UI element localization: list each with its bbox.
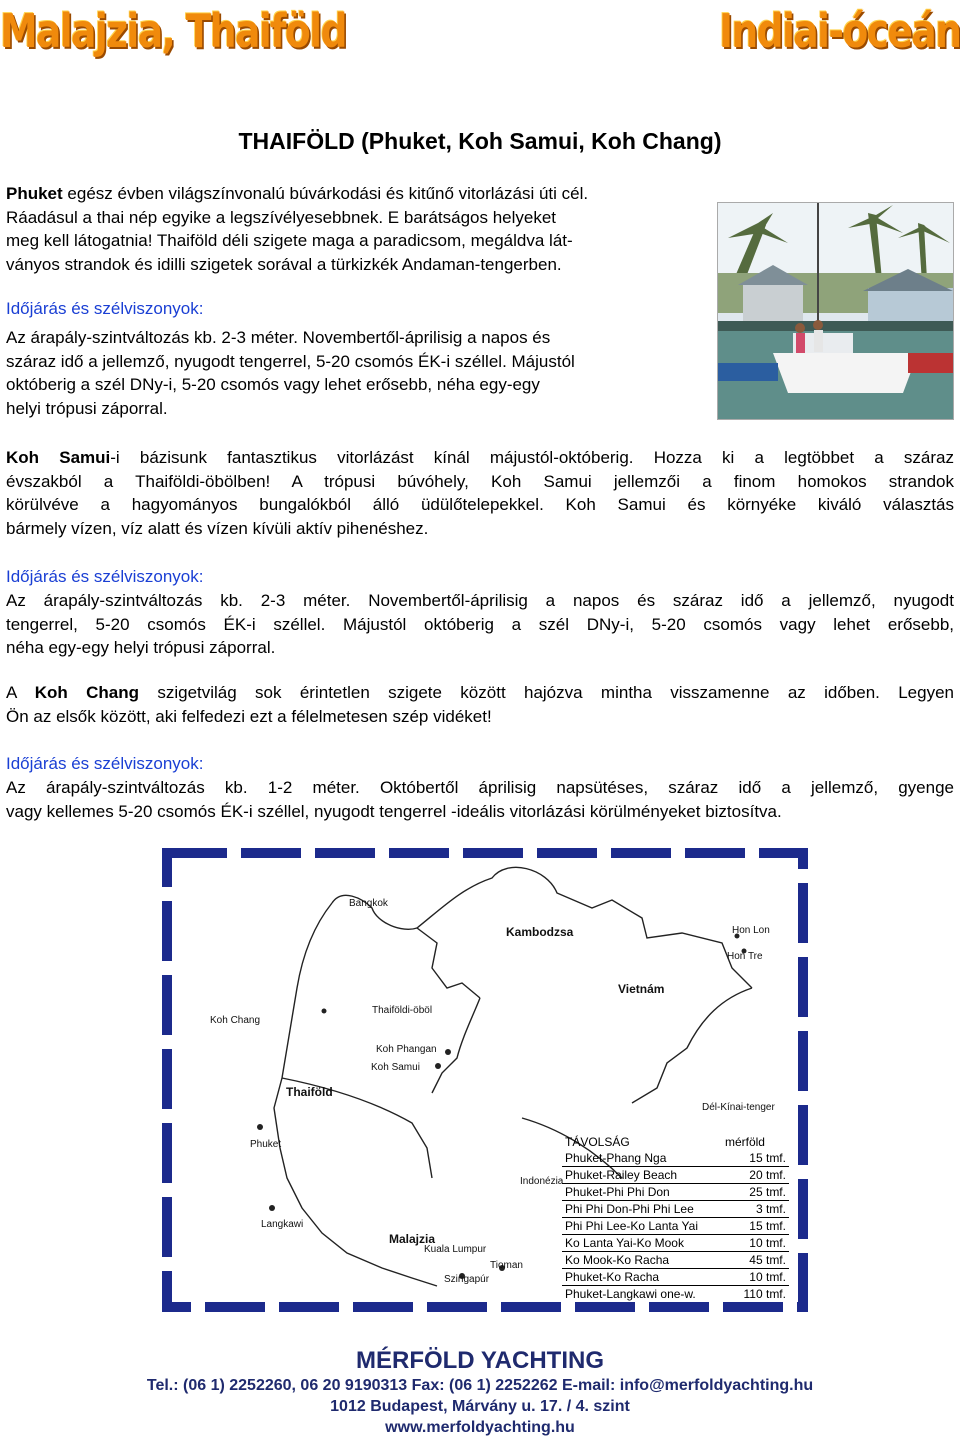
map-label-langkawi: Langkawi (261, 1219, 304, 1230)
distance-route: Ko Lanta Yai-Ko Mook (562, 1235, 701, 1252)
distance-table (562, 1134, 789, 1302)
map-label-koh-samui: Koh Samui (371, 1062, 420, 1073)
distance-table-header (562, 1134, 789, 1150)
chang-weather-line-1: Az árapály-szintváltozás kb. 1-2 méter. Októbertől áprilisig napsütéses, száraz idő a jellemző, gyenge (6, 778, 954, 797)
phuket-weather-heading: Időjárás és szélviszonyok: (6, 299, 204, 318)
footer-company: MÉRFÖLD YACHTING (355, 1347, 604, 1374)
distance-route: Phuket-Langkawi one-w. (565, 1286, 696, 1301)
samui-intro (6, 446, 954, 540)
map-label-koh-chang: Koh Chang (210, 1015, 261, 1026)
banner-title-right: Indiai-óceán (718, 4, 960, 58)
table-row (562, 1218, 789, 1235)
chang-weather (6, 776, 954, 823)
marina-photo (717, 202, 954, 420)
map-label-kuala-lumpur: Kuala Lumpur (424, 1244, 487, 1255)
map-label-tioman: Tioman (490, 1260, 523, 1271)
map-label-malajzia: Malajzia (389, 1232, 436, 1246)
distance-route: Phuket-Phi Phi Don (562, 1184, 701, 1201)
phuket-weather-line-1: Az árapály-szintváltozás kb. 2-3 méter. Novembertől-áprilisig a napos és (6, 328, 551, 347)
samui-line-3: körülvéve a hagyományos bungalókból álló üdülőtelepekkel. Koh Samui és környéke kiváló választás (6, 495, 954, 514)
phuket-line-2: Ráadásul a thai nép egyike a legszívélyesebbnek. E barátságos helyeket (6, 207, 557, 227)
samui-weather-line-3: néha egy-egy helyi trópusi záporral. (6, 638, 276, 657)
map-label-thaifoldi-obol: Thaiföldi-öböl (372, 1005, 433, 1016)
table-row (562, 1167, 789, 1184)
phuket-weather-line-2: száraz idő a jellemző, nyugodt tengerrel, 5-20 csomós ÉK-i széllel. Májustól (6, 351, 575, 371)
footer-website-link[interactable]: www.merfoldyachting.hu (385, 1419, 575, 1436)
chang-line-2: Ön az elsők között, aki felfedezi ezt a félelmetesen szép vidéket! (6, 706, 492, 726)
samui-line-4: bármely vízen, víz alatt és vízen kívüli aktív pihenéshez. (6, 518, 429, 538)
chang-weather-heading: Időjárás és szélviszonyok: (6, 754, 204, 773)
footer-contact[interactable]: Tel.: (06 1) 2252260, 06 20 9190313 Fax: (06 1) 2252262 E-mail: info@merfoldyachting.hu (146, 1377, 814, 1394)
footer-address: 1012 Budapest, Márvány u. 17. / 4. szint (330, 1398, 630, 1415)
map-label-bangkok: Bangkok (349, 898, 388, 909)
distance-header-unit: mérföld (724, 1134, 765, 1149)
table-row (562, 1235, 789, 1252)
map-label-hon-tre: Hon Tre (727, 951, 763, 962)
map-label-szingapur: Szingapúr (444, 1274, 490, 1285)
table-row (562, 1269, 789, 1286)
distance-value: 110 tmf. (743, 1286, 786, 1301)
phuket-line-3: meg kell látogatnia! Thaiföld déli szigete maga a paradicsom, megáldva lát- (6, 231, 573, 250)
distance-route: Phi Phi Don-Phi Phi Lee (562, 1201, 701, 1218)
samui-line-2: évszakból a Thaiföldi-öbölben! A trópusi búvóhely, Koh Samui jellemzői a finom homokos strandok (6, 471, 954, 491)
distance-route: Phuket-Ko Racha (562, 1269, 701, 1286)
distance-header-route: TÁVOLSÁG (565, 1134, 630, 1149)
table-row (562, 1184, 789, 1201)
distance-value: 15 tmf. (701, 1218, 789, 1235)
distance-value: 10 tmf. (701, 1269, 789, 1286)
map-label-vietnam: Vietnám (618, 982, 665, 996)
chang-intro (6, 681, 954, 728)
map-label-phuket: Phuket (250, 1139, 282, 1150)
chang-line-1: A Koh Chang szigetvilág sok érintetlen szigete között hajózva mintha visszamenne az időben. Legyen (6, 683, 954, 702)
distance-value: 25 tmf. (701, 1184, 789, 1201)
map-label-thaifold: Thaiföld (286, 1085, 333, 1099)
map-label-koh-phangan: Koh Phangan (376, 1044, 437, 1055)
distance-value: 20 tmf. (701, 1167, 789, 1184)
distance-route: Ko Mook-Ko Racha (562, 1252, 701, 1269)
phuket-line-4: ványos strandok és idilli szigetek sorával a türkizkék Andaman-tengerben. (6, 254, 562, 274)
phuket-intro (6, 182, 706, 276)
phuket-line-1: Phuket egész évben világszínvonalú búvárkodási és kitűnő vitorlázási úti cél. (6, 184, 589, 203)
samui-weather (6, 589, 954, 660)
samui-weather-line-1: Az árapály-szintváltozás kb. 2-3 méter. Novembertől-áprilisig a napos és száraz idő a jellemző, nyugodt (6, 591, 954, 610)
map-label-hon-lon: Hon Lon (732, 925, 770, 936)
table-row (562, 1150, 789, 1167)
map-label-del-kinai: Dél-Kínai-tenger (702, 1102, 775, 1113)
samui-line-1: Koh Samui-i bázisunk fantasztikus vitorlázást kínál májustól-októberig. Hozza ki a legtöbbet a száraz (6, 448, 954, 467)
distance-value: 10 tmf. (701, 1235, 789, 1252)
phuket-weather (6, 326, 706, 420)
phuket-weather-line-3: októberig a szél DNy-i, 5-20 csomós vagy lehet erősebb, néha egy-egy (6, 375, 540, 394)
distance-value: 45 tmf. (701, 1252, 789, 1269)
banner-title-left: Malajzia, Thaiföld (0, 4, 346, 58)
table-row (562, 1286, 789, 1303)
phuket-weather-line-4: helyi trópusi záporral. (6, 398, 168, 418)
distance-route: Phuket-Phang Nga (562, 1150, 701, 1167)
table-row (562, 1252, 789, 1269)
map-label-indonezia: Indonézia (520, 1176, 564, 1187)
map-label-kambodzsa: Kambodzsa (506, 925, 574, 939)
samui-weather-heading: Időjárás és szélviszonyok: (6, 567, 204, 586)
page-title: THAIFÖLD (Phuket, Koh Samui, Koh Chang) (238, 128, 722, 154)
distance-value: 15 tmf. (701, 1150, 789, 1167)
distance-value: 3 tmf. (701, 1201, 789, 1218)
distance-route: Phi Phi Lee-Ko Lanta Yai (562, 1218, 701, 1235)
table-row (562, 1201, 789, 1218)
distance-route: Phuket-Railey Beach (562, 1167, 701, 1184)
samui-weather-line-2: tengerrel, 5-20 csomós ÉK-i széllel. Májustól októberig a szél DNy-i, 5-20 csomós vagy lehet erősebb, (6, 614, 954, 634)
chang-weather-line-2: vagy kellemes 5-20 csomós ÉK-i széllel, nyugodt tengerrel -ideális vitorlázási körülményeket biztosítva. (6, 801, 782, 821)
